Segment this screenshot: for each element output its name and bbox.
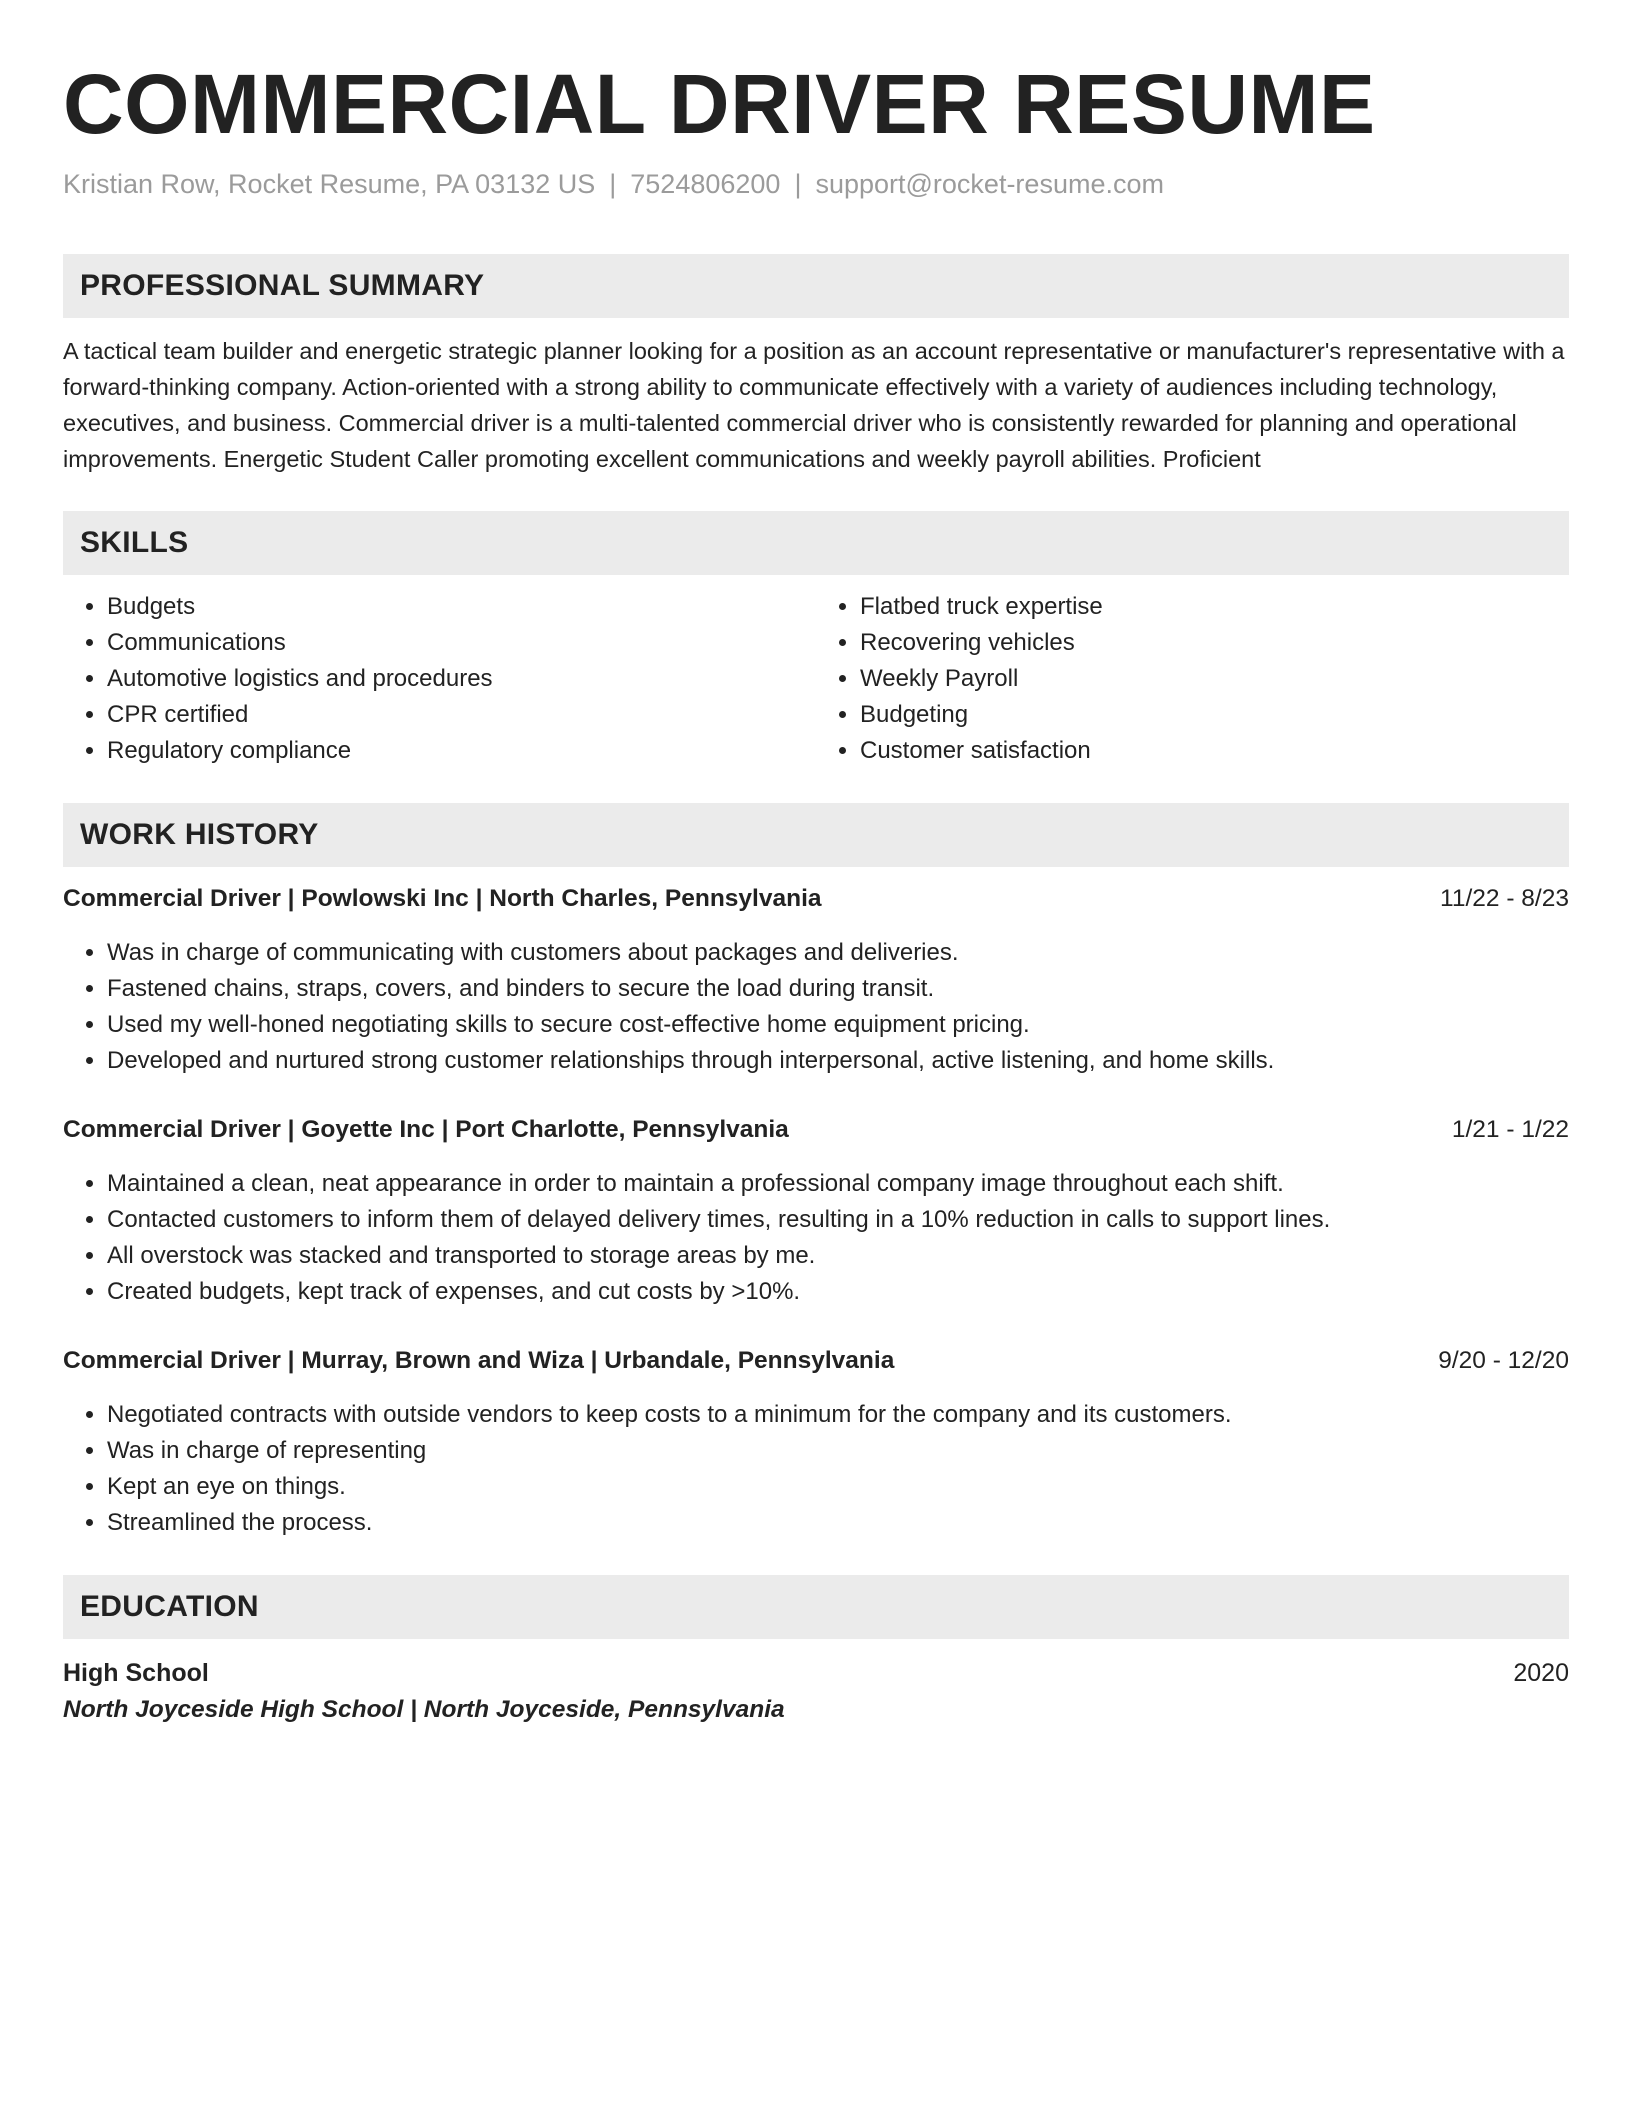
contact-email: support@rocket-resume.com <box>815 169 1164 199</box>
contact-line <box>63 166 1569 202</box>
skills-column-left <box>63 589 816 769</box>
education-heading: EDUCATION <box>63 1575 1569 1639</box>
job-title: Commercial Driver | Goyette Inc | Port Charlotte, Pennsylvania <box>63 1116 789 1143</box>
education-year: 2020 <box>1513 1659 1569 1687</box>
contact-separator: | <box>794 169 802 199</box>
job-bullets <box>63 935 1569 1079</box>
job-bullets <box>63 1397 1569 1541</box>
education-header <box>63 1655 1569 1691</box>
job-bullet: • Created budgets, kept track of expenses, and cut costs by >10%. <box>107 1274 1569 1310</box>
skill-item: • Automotive logistics and procedures <box>107 661 816 697</box>
job-title: Commercial Driver | Murray, Brown and Wiza | Urbandale, Pennsylvania <box>63 1347 895 1374</box>
job-bullet: • Maintained a clean, neat appearance in order to maintain a professional company image throughout each shift. <box>107 1166 1569 1202</box>
job-header <box>63 1112 1569 1148</box>
job-entry <box>63 881 1569 1079</box>
job-bullet: • Was in charge of communicating with customers about packages and deliveries. <box>107 935 1569 971</box>
job-bullet: • Negotiated contracts with outside vendors to keep costs to a minimum for the company and its customers. <box>107 1397 1569 1433</box>
education-entry <box>63 1655 1569 1729</box>
education-school: North Joyceside High School | North Joyceside, Pennsylvania <box>63 1696 785 1723</box>
skill-item: • Budgets <box>107 589 816 625</box>
skill-item: • Weekly Payroll <box>860 661 1569 697</box>
job-title: Commercial Driver | Powlowski Inc | North Charles, Pennsylvania <box>63 885 822 912</box>
contact-separator: | <box>609 169 617 199</box>
resume-title: COMMERCIAL DRIVER RESUME <box>63 57 1376 151</box>
summary-heading: PROFESSIONAL SUMMARY <box>63 254 1569 318</box>
job-dates: 11/22 - 8/23 <box>1440 885 1569 912</box>
job-bullet: • Developed and nurtured strong customer relationships through interpersonal, active listening, and home skills. <box>107 1043 1569 1079</box>
work-history-heading: WORK HISTORY <box>63 803 1569 867</box>
skill-item: • Budgeting <box>860 697 1569 733</box>
summary-text: A tactical team builder and energetic strategic planner looking for a position as an account representative or manufacturer's representative with a forward-thinking company. Action-oriented with a strong ability to communicate effectively with a variety of audiences including technology, executives, and business. Commercial driver is a multi-talented commercial driver who is consistently rewarded for planning and operational improvements. Energetic Student Caller promoting excellent communications and weekly payroll abilities. Proficient <box>63 338 1565 472</box>
job-bullet: • Fastened chains, straps, covers, and binders to secure the load during transit. <box>107 971 1569 1007</box>
contact-address: Kristian Row, Rocket Resume, PA 03132 US <box>63 169 596 199</box>
job-dates: 1/21 - 1/22 <box>1451 1116 1569 1143</box>
skill-item: • Customer satisfaction <box>860 733 1569 769</box>
skills-column-right <box>816 589 1569 769</box>
job-bullet: • Was in charge of representing <box>107 1433 1569 1469</box>
job-header <box>63 881 1569 917</box>
job-bullet: • Used my well-honed negotiating skills to secure cost-effective home equipment pricing. <box>107 1007 1569 1043</box>
skill-item: • CPR certified <box>107 697 816 733</box>
education-degree: High School <box>63 1659 209 1687</box>
skill-item: • Recovering vehicles <box>860 625 1569 661</box>
job-header <box>63 1343 1569 1379</box>
skills-list <box>63 589 1569 769</box>
job-bullets <box>63 1166 1569 1310</box>
job-bullet: • Streamlined the process. <box>107 1505 1569 1541</box>
skill-item: • Regulatory compliance <box>107 733 816 769</box>
job-dates: 9/20 - 12/20 <box>1438 1347 1569 1374</box>
skill-item: • Flatbed truck expertise <box>860 589 1569 625</box>
contact-phone: 7524806200 <box>630 169 781 199</box>
job-bullet: • Contacted customers to inform them of delayed delivery times, resulting in a 10% reduction in calls to support lines. <box>107 1202 1569 1238</box>
job-entry <box>63 1343 1569 1541</box>
job-entry <box>63 1112 1569 1310</box>
job-bullet: • All overstock was stacked and transported to storage areas by me. <box>107 1238 1569 1274</box>
skill-item: • Communications <box>107 625 816 661</box>
skills-heading: SKILLS <box>63 511 1569 575</box>
job-bullet: • Kept an eye on things. <box>107 1469 1569 1505</box>
